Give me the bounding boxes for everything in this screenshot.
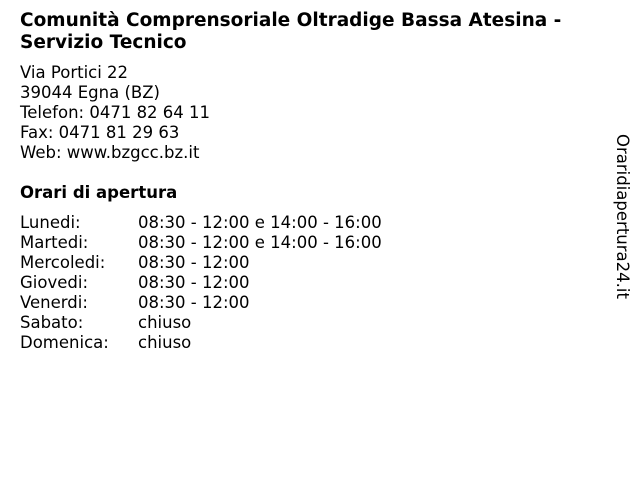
business-title: Comunità Comprensoriale Oltradige Bassa Atesina - Servizio Tecnico xyxy=(20,10,562,53)
site-watermark xyxy=(612,134,632,310)
street-address: Via Portici 22 xyxy=(20,63,129,82)
phone-number: Telefon: 0471 82 64 11 xyxy=(20,103,211,122)
day-label: Sabato: xyxy=(20,313,84,332)
day-label: Mercoledi: xyxy=(20,253,106,272)
city-postcode: 39044 Egna (BZ) xyxy=(20,83,160,102)
day-label: Domenica: xyxy=(20,333,109,352)
day-label: Venerdi: xyxy=(20,293,88,312)
day-hours: 08:30 - 12:00 xyxy=(138,273,250,292)
day-label: Lunedi: xyxy=(20,213,81,232)
address-block xyxy=(20,63,210,163)
website: Web: www.bzgcc.bz.it xyxy=(20,143,200,162)
opening-hours-heading: Orari di apertura xyxy=(20,183,178,202)
day-hours: 08:30 - 12:00 xyxy=(138,253,250,272)
day-hours: 08:30 - 12:00 e 14:00 - 16:00 xyxy=(138,233,382,252)
day-hours: chiuso xyxy=(138,313,192,332)
watermark-text: Oraridiapertura24.it xyxy=(613,134,632,299)
day-label: Martedi: xyxy=(20,233,89,252)
fax-number: Fax: 0471 81 29 63 xyxy=(20,123,180,142)
day-hours: 08:30 - 12:00 xyxy=(138,293,250,312)
day-hours: chiuso xyxy=(138,333,192,352)
day-hours: 08:30 - 12:00 e 14:00 - 16:00 xyxy=(138,213,382,232)
day-label: Giovedi: xyxy=(20,273,88,292)
